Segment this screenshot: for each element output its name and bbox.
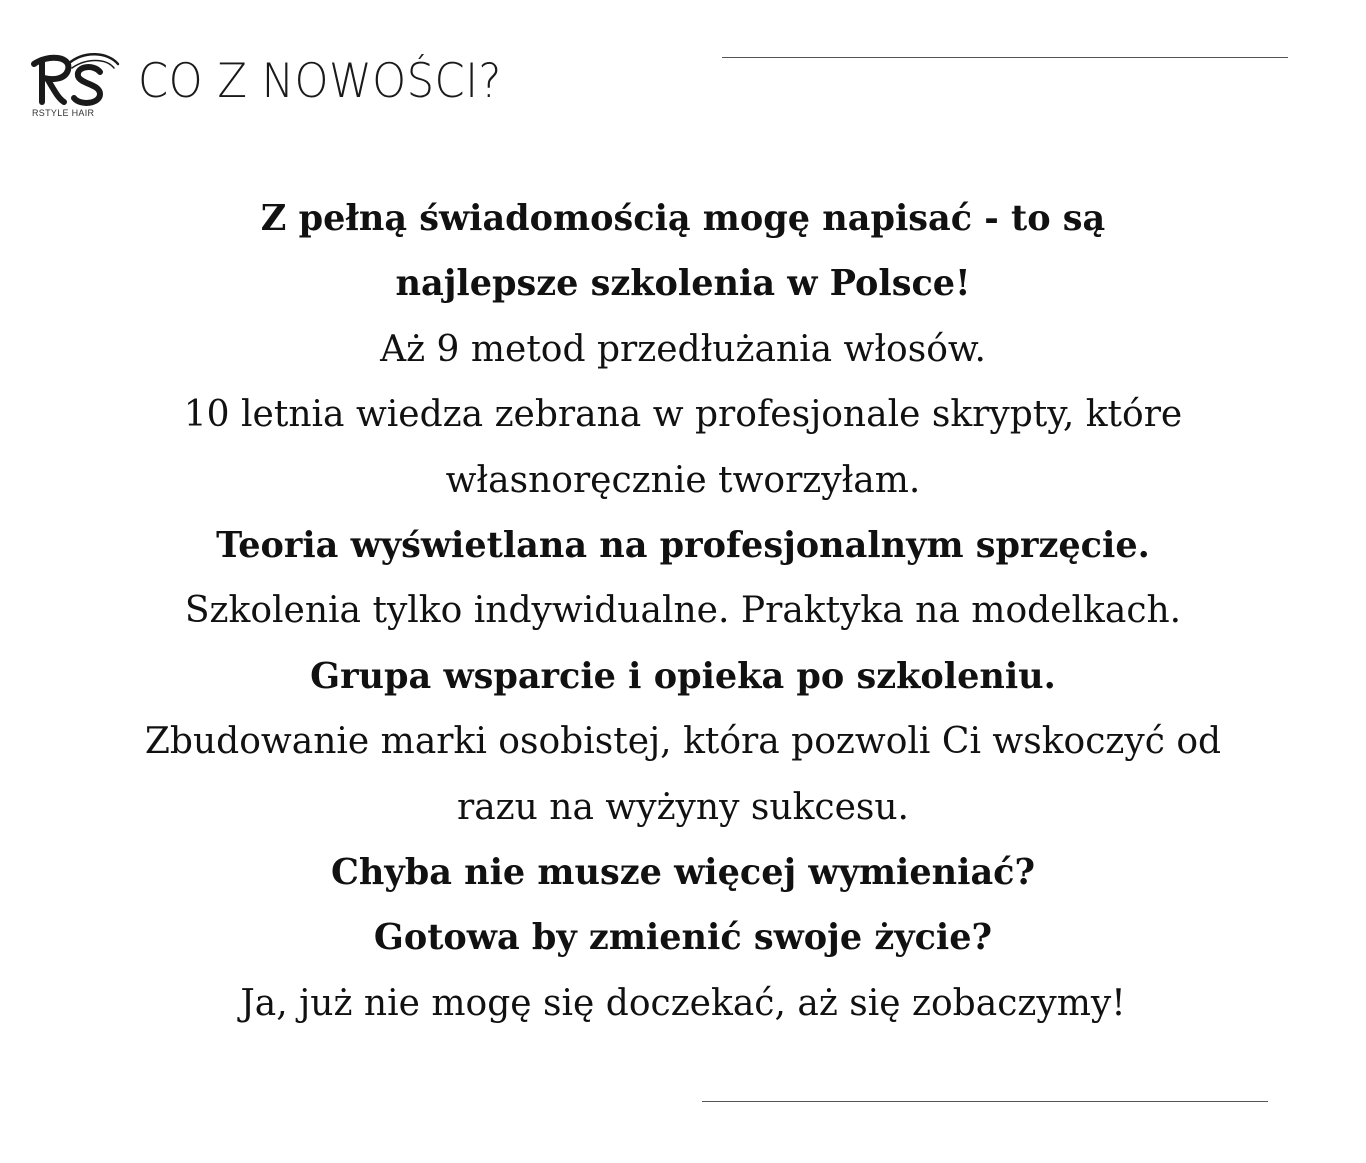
bottom-divider (702, 1101, 1268, 1102)
text-line: najlepsze szkolenia w Polsce! (395, 263, 971, 305)
text-line: Teoria wyświetlana na profesjonalnym sprzęcie. (216, 525, 1150, 567)
text-line: Aż 9 metod przedłużania włosów. (380, 328, 986, 370)
logo-caption: RSTYLE HAIR (32, 108, 95, 118)
text-line: 10 letnia wiedza zebrana w profesjonale skrypty, które (183, 394, 1183, 436)
main-text-block (0, 186, 1366, 1036)
text-line: Z pełną świadomością mogę napisać - to są (260, 198, 1106, 239)
text-line: Szkolenia tylko indywidualne. Praktyka na modelkach. (184, 590, 1182, 632)
text-line: Ja, już nie mogę się doczekać, aż się zobaczymy! (240, 982, 1126, 1024)
text-line: Grupa wsparcie i opieka po szkoleniu. (310, 655, 1056, 697)
text-line: razu na wyżyny sukcesu. (456, 786, 910, 828)
page-title: CO Z NOWOŚCI? (138, 54, 502, 109)
rs-monogram-icon (28, 50, 120, 110)
top-divider (722, 57, 1288, 58)
text-line: Gotowa by zmienić swoje życie? (373, 917, 993, 959)
text-line: Zbudowanie marki osobistej, która pozwoli Ci wskoczyć od (144, 721, 1222, 763)
rstyle-logo (28, 50, 120, 122)
text-line: własnoręcznie tworzyłam. (445, 459, 921, 501)
text-line: Chyba nie musze więcej wymieniać? (330, 852, 1036, 894)
